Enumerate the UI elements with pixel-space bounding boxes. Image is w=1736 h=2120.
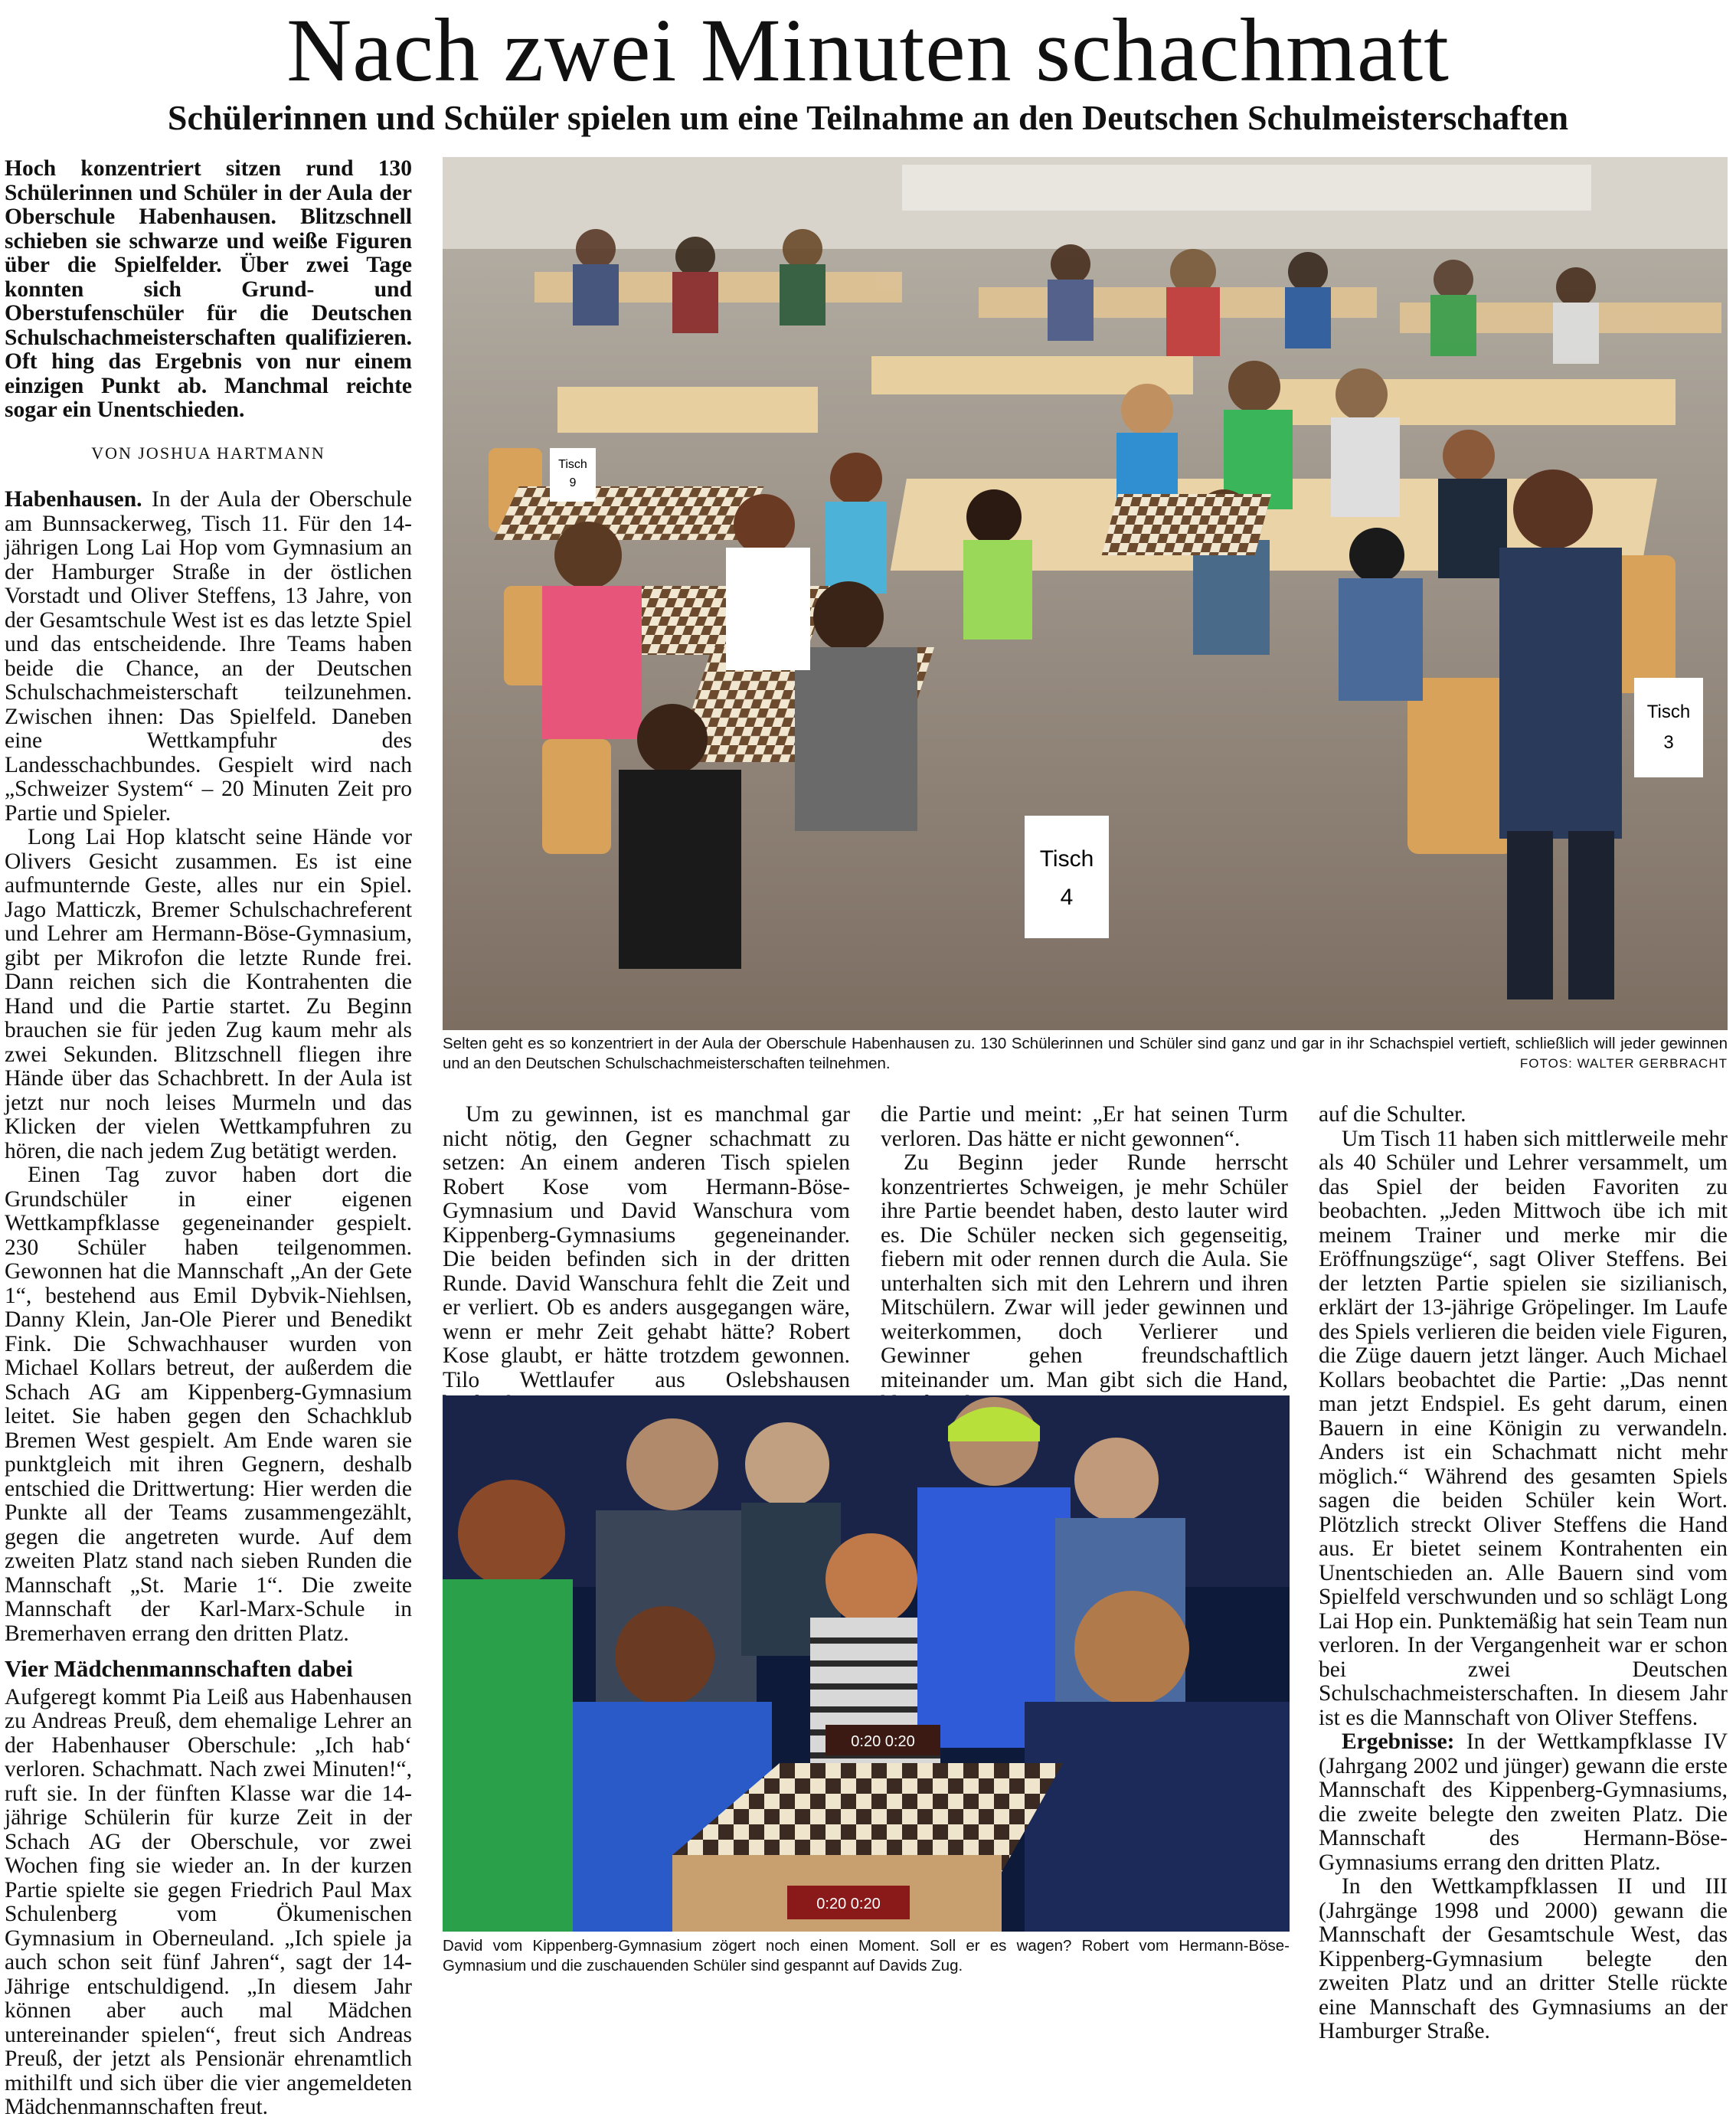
table-sign-3 (1634, 678, 1703, 777)
paragraph: Zu Beginn jeder Runde herrscht konzentriertes Schweigen, je mehr Schüler ihre Partie beendet haben, desto lauter wird es. Die Schüler necken sich gegenseitig, fiebern mit oder rennen durch die Aula. Sie unterhalten sich mit den Lehrern und ihren Mitschülern. Zwar will jeder gewinnen und weiterkommen, doch Verlierer und Gewinner gehen freundschaftlich miteinander um. Man gibt sich die Hand, (881, 1150, 1288, 1392)
chess-hall-illustration (443, 157, 1728, 1030)
paragraph: Um zu gewinnen, ist es manchmal gar nicht nötig, den Gegner schachmatt zu setzen: An einem anderen Tisch spielen Robert Kose vom Hermann-Böse-Gymnasium und David Wanschura vom Kippenberg-Gymnasiums gegeneinander. Die beiden befinden sich in der dritten Runde. David Wanschura fehlt die Zeit und er verliert. Ob es anders ausgegangen wäre, wenn er mehr Zeit gehabt hätte? Robert Kose glaubt, er hätte trotzdem gewonnen. Tilo Wettlaufer aus Oslebshausen (443, 1102, 850, 1392)
clock-display: 0:20 0:20 (851, 1733, 915, 1750)
paragraph-text: In der Aula der Oberschule am Bunnsackerweg, Tisch 11. Für den 14-jährigen Long Lai Hop vom Gymnasium an der Hamburger Straße in der östlichen Vorstadt und Oliver Steffens, 13 Jahre, von der Gesamtschule West ist es das letzte Spiel und das entscheidende. Ihre Teams haben beide die Chance, an der Deutschen Schulschachmeisterschaft teilzunehmen. Zwischen ihnen: Das Spielfeld. Daneben eine Wettkampfuhr des Landesschachbundes. Gespielt wird nach „Schweizer System“ – 20 Minuten Zeit pro Partie und Spieler. (5, 487, 412, 826)
paragraph: Long Lai Hop klatscht seine Hände vor Olivers Gesicht zusammen. Es ist eine aufmunternde Geste, alles nur ein Spiel. Jago Matticzk, Bremer Schulschachreferent und Lehrer am Hermann-Böse-Gymnasium, gibt per Mikrofon die letzte Runde frei. Dann reichen sich die Kontrahenten die Hand und die Partie startet. Zu Beginn brauchen sie für jeden Zug kaum mehr als zwei Sekunden. Blitzschnell fliegen ihre Hände über das Schachbrett. In der Aula ist jetzt nur noch leises Murmeln und das Klicken der vielen Wettkampfuhren zu hören, die nach jedem Zug betätigt werden. (5, 825, 412, 1163)
photo2-caption: David vom Kippenberg-Gymnasium zögert noch einen Moment. Soll er es wagen? Robert vom Hermann-Böse-Gymnasium und die zuschauenden Schüler sind gespannt auf Davids Zug. (443, 1937, 1290, 1974)
article-column-1 (5, 157, 412, 2120)
clock-display: 0:20 0:20 (816, 1896, 881, 1912)
photo1-caption (443, 1034, 1728, 1074)
paragraph: Aufgeregt kommt Pia Leiß aus Habenhausen zu Andreas Preuß, dem ehemalige Lehrer an der Habenhauser Oberschule: „Ich hab‘ verloren. Schachmatt. Nach zwei Minuten!“, ruft sie. In der fünften Klasse war die 14-jährige Schülerin für kurze Zeit in der Schach AG der Oberschule, vor zwei Wochen fing sie wieder an. In der kurzen Partie spielte sie gegen Friedrich Paul Max Schulenberg vom Ökumenischen Gymnasium in Oberneuland. „Ich spiele ja auch schon seit fünf Jahren“, sagt der 14-Jährige entschuldigend. „In diesem Jahr können aber auch mal Mädchen untereinander spielen“, freut sich Andreas Preuß, der jetzt als Pensionär ehrenamtlich mithilft und sich über die vier angemeldeten Mädchenmannschaften freut. (5, 1684, 412, 2119)
paragraph: Um Tisch 11 haben sich mittlerweile mehr als 40 Schüler und Lehrer versammelt, um das Spiel der beiden Favoriten zu beobachten. „Jeden Mittwoch übe ich mit meinem Trainer und merke mir die Eröffnungszüge“, sagt Oliver Steffens. Bei der letzten Partie spielen sie sizilianisch, erklärt der 13-jährige Gröpelinger. Im Laufe des Spiels verlieren die beiden viele Figuren, die Züge dauern jetzt länger. Auch Michael Kollars beobachtet die Partie: „Das nennt man jetzt Endspiel. Es geht darum, einen Bauern in eine Königin zu verwandeln. Anders ist ein Schachmatt nicht mehr möglich.“ Während des gesamten Spiels sagen die beiden Schüler kein Wort. Plötzlich streckt Oliver Steffens die Hand aus. Er bietet seinem Kontrahenten ein Unentschieden an. Alle Bauern sind vom Spielfeld verschwunden und so schlägt Long Lai Hop ein. Punktemäßig hat sein Team nun verloren. In der Vergangenheit war er schon bei zwei Deutschen Schulschachmeisterschaften. In diesem Jahr ist es die Mannschaft von Oliver Steffens. (1319, 1126, 1728, 1730)
table-sign-number: 4 (1060, 885, 1074, 910)
table-sign-4 (1025, 816, 1109, 938)
article-column-4 (1319, 1103, 1728, 2044)
paragraph: Einen Tag zuvor haben dort die Grundschüler in einer eigenen Wettkampfklasse gegeneinander gespielt. 230 Schüler haben teilgenommen. Gewonnen hat die Mannschaft „An der Gete 1“, bestehend aus Emil Dybvik-Niehlsen, Danny Klein, Jan-Ole Pierer und Benedikt Fink. Die Schwachhauser wurden von Michael Kollars betreut, der außerdem die Schach AG am Kippenberg-Gymnasium leitet. Sie haben gegen den Schachklub Bremen West gespielt. Am Ende waren sie punktgleich mit ihren Gegnern, deshalb entschied die Drittwertung: Hier werden die Punkte all der Teams zusammengezählt, gegen die angetreten wurde. Auf dem zweiten Platz stand nach sieben Runden die Mannschaft „St. Marie 1“. Die zweite Mannschaft der Karl-Marx-Schule in Bremerhaven errang den dritten Platz. (5, 1163, 412, 1646)
byline: VON JOSHUA HARTMANN (91, 443, 325, 463)
results-label: Ergebnisse: (1342, 1729, 1455, 1754)
paragraph: In den Wettkampfklassen II und III (Jahrgänge 1998 und 2000) gewann die Mannschaft der Gesamtschule West, das Kippenberg-Gymnasium belegte den zweiten Platz und an dritter Stelle rückte eine Mannschaft des Gymnasiums an der Hamburger Straße. (1319, 1874, 1728, 2043)
dateline: Habenhausen. (5, 487, 142, 512)
table-sign-number: 3 (1663, 732, 1674, 753)
table-sign-label: Tisch (558, 458, 587, 471)
paragraph-text: In der Wettkampfklasse IV (Jahrgang 2002 und jünger) gewann die erste Mannschaft des Kippenberg-Gymnasiums, die zweite belegte den zweiten Platz. Die Mannschaft des Hermann-Böse-Gymnasiums errang den dritten Platz. (1319, 1729, 1728, 1875)
caption-text: Selten geht es so konzentriert in der Aula der Oberschule Habenhausen zu. 130 Schülerinnen und Schüler sind ganz und gar in ihr Schachspiel vertieft, schließlich will jeder gewinnen und an den Deutschen Schulschachmeisterschaften teilnehmen. (443, 1035, 1728, 1072)
photo-credit: FOTOS: WALTER GERBRACHT (1519, 1056, 1728, 1071)
article-column-3 (881, 1103, 1288, 1417)
chess-hall-photo (443, 157, 1728, 1030)
subheadline: Schülerinnen und Schüler spielen um eine Teilnahme an den Deutschen Schulmeisterschaften (167, 98, 1569, 137)
section-heading: Vier Mädchenmannschaften dabei (5, 1655, 353, 1682)
table-sign-label: Tisch (1039, 846, 1094, 872)
table-sign-number: 9 (569, 476, 577, 489)
chess-clock-top (825, 1725, 940, 1755)
lead-paragraph: Hoch konzentriert sitzen rund 130 Schülerinnen und Schüler in der Aula der Oberschule Habenhausen. Blitzschnell schieben sie schwarze und weiße Figuren über die Spielfelder. Über zwei Tage konnten sich Grund- und Oberstufenschüler für die Deutschen Schulschachmeisterschaften qualifizieren. Oft hing das Ergebnis von nur einem einzigen Punkt ab. Manchmal reichte sogar ein Unentschieden. (5, 156, 412, 422)
paragraph (1319, 1730, 1728, 1875)
article-column-2 (443, 1103, 850, 1417)
paragraph: die Partie und meint: „Er hat seinen Turm verloren. Das hätte er nicht gewonnen“. (881, 1102, 1288, 1151)
paragraph: auf die Schulter. (1319, 1102, 1466, 1127)
boys-chess-photo (443, 1395, 1290, 1932)
paragraph (5, 488, 412, 826)
chess-clock-bottom (787, 1886, 910, 1919)
table-sign-label: Tisch (1646, 702, 1691, 722)
boys-chess-illustration (443, 1395, 1290, 1932)
headline: Nach zwei Minuten schachmatt (286, 0, 1450, 100)
table-sign-9 (550, 448, 596, 502)
